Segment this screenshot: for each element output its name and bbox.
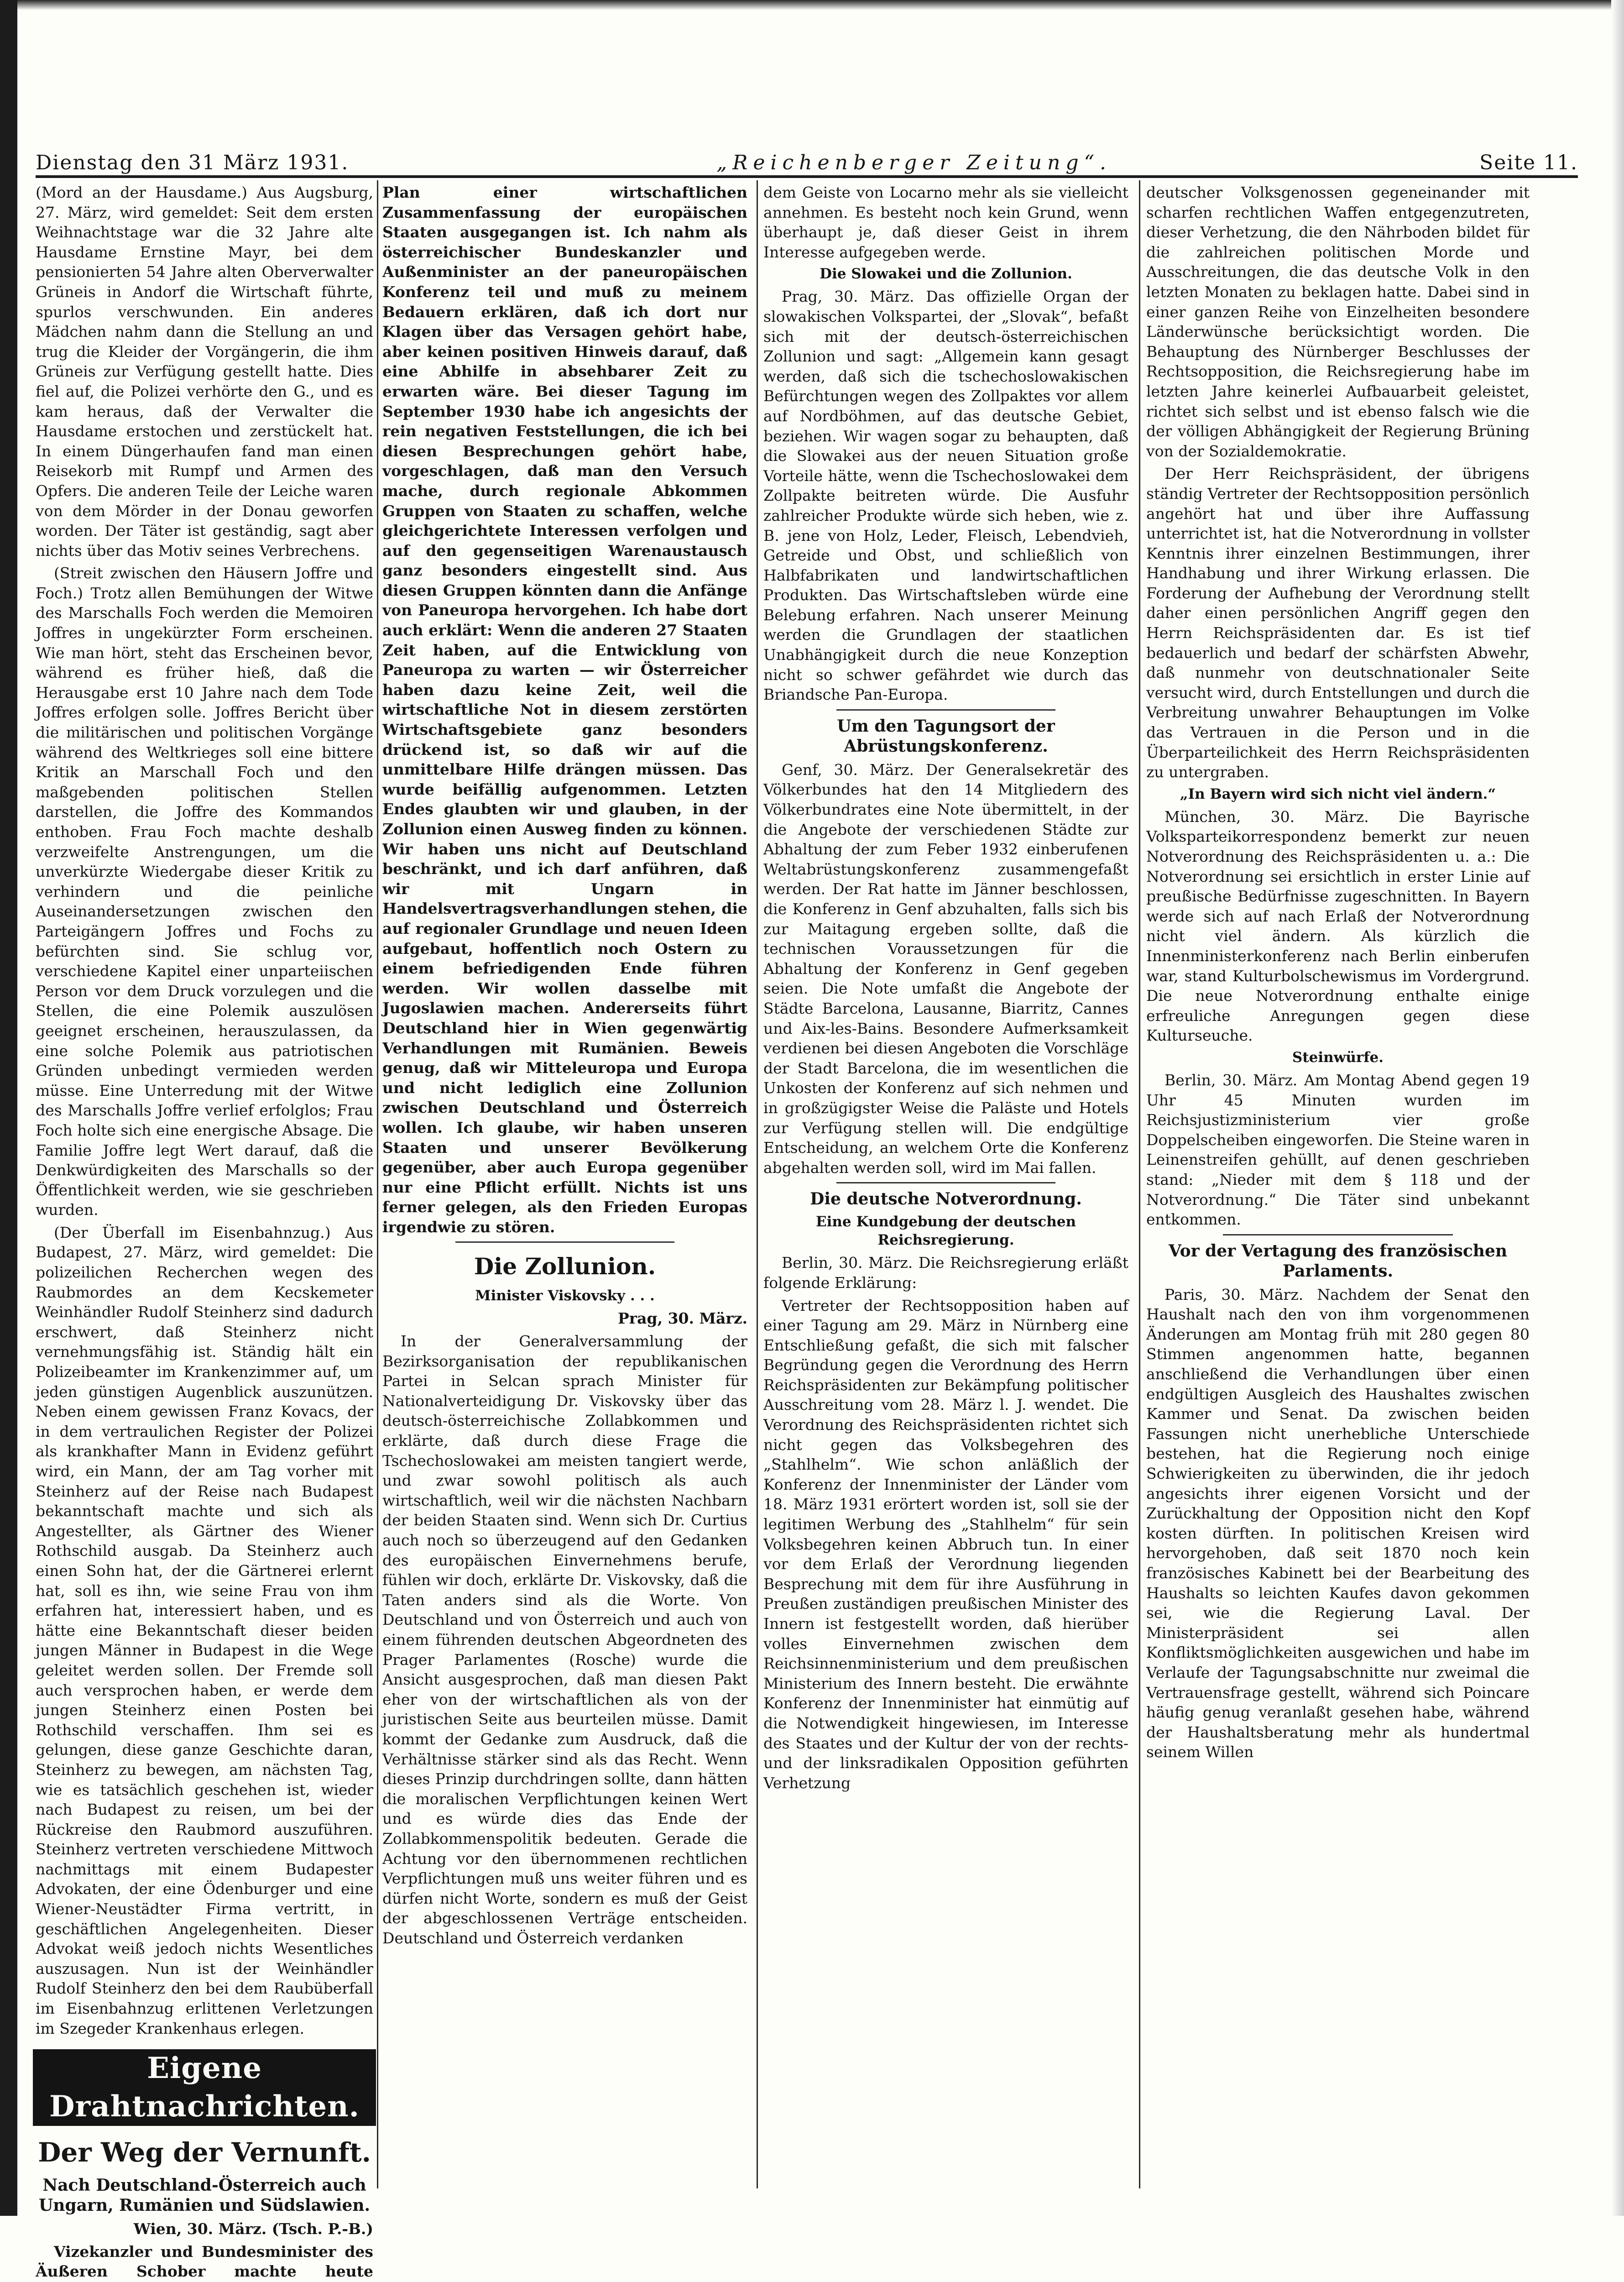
separator	[836, 1182, 1055, 1183]
article-joffre-foch: (Streit zwischen den Häusern Joffre und Foch.) Trotz allen Bemühungen der Witwe des Marschalls Foch werden die Memoiren Joffres in ungekürzter Form erscheinen. Wie man hört, steht das Erscheinen bevor, während es früher hieß, daß die Herausgabe erst 10 Jahre nach dem Tode Joffres erfolgen solle. Joffres Bericht über die militärischen und politischen Vorgänge während des Weltkrieges soll eine bittere Kritik an Marschall Foch und den maßgebenden politischen Stellen darstellen, die Joffre des Kommandos enthoben. Frau Foch machte deshalb verzweifelte Anstrengungen, um die unverkürzte Wiedergabe dieser Kritik zu verhindern und die peinliche Auseinandersetzungen zwischen den Parteigängern Joffres und Fochs zu befürchten sind. Sie schlug vor, verschiedene Kapitel einer unparteiischen Person vor dem Druck vorzulegen und die Stellen, die eine Polemik auszulösen geeignet erscheinen, herauszulassen, da eine solche Polemik aus patriotischen Gründen unbedingt vermieden werden müsse. Eine Unterredung mit der Witwe des Marschalls Joffre verlief erfolglos; Frau Foch holte sich eine energische Absage. Die Familie Joffre legt Wert darauf, daß die Denkwürdigkeiten des Marschalls so der Öffentlichkeit werden, wie sie geschrieben wurden.	[36, 564, 373, 1219]
article-notverordnung-intro: Berlin, 30. März. Die Reichsregierung erläßt folgende Erklärung:	[763, 1254, 1128, 1292]
article-schober-continued: Plan einer wirtschaftlichen Zusammenfassung der europäischen Staaten ausgegangen ist. Ich nahm als österreichischer Bundeskanzler und Außenminister an der paneuropäischen Konferenz teil und muß zu meinem Bedauern erklären, daß ich dort nur Klagen über das Versagen gehört habe, aber keinen positiven Hinweis darauf, daß eine Abhilfe in absehbarer Zeit zu erwarten wäre. Bei dieser Tagung im September 1930 habe ich angesichts der rein negativen Feststellungen, die ich bei diesen Besprechungen gehört habe, vorgeschlagen, daß man den Versuch mache, durch regionale Abkommen Gruppen von Staaten zu schaffen, welche gleichgerichtete Interessen verfolgen und auf den gegenseitigen Warenaustausch ganz besonders eingestellt sind. Aus diesen Gruppen könnten dann die Anfänge von Paneuropa hervorgehen. Ich habe dort auch erklärt: Wenn die anderen 27 Staaten Zeit haben, auf die Entwicklung von Paneuropa zu warten — wir Österreicher haben dazu keine Zeit, weil die wirtschaftliche Not in diesem zerstörten Wirtschaftsgebiete ganz besonders drückend ist, so daß wir auf die unmittelbare Hilfe drängen müssen. Das wurde beifällig aufgenommen. Letzten Endes glaubten wir und glauben, in der Zollunion einen Ausweg finden zu können. Wir haben uns nicht auf Deutschland beschränkt, und ich darf anführen, daß wir mit Ungarn in Handelsvertragsverhandlungen stehen, die auf regionaler Grundlage und neuen Ideen aufgebaut, hoffentlich noch Ostern zu einem befriedigenden Ende führen werden. Wir wollen dasselbe mit Jugoslawien machen. Andererseits führt Deutschland hier in Wien gegenwärtig Verhandlungen mit Rumänien. Beweis genug, daß wir Mitteleuropa und Europa und nicht lediglich eine Zollunion zwischen Deutschland und Österreich wollen. Ich glaube, wir haben unseren Staaten und unserer Bevölkerung gegenüber, aber auch Europa gegenüber nur eine Pflicht erfüllt. Nichts ist uns ferner gelegen, als den Frieden Europas irgendwie zu stören.	[382, 183, 747, 1236]
dateline-wien: Wien, 30. März. (Tsch. P.-B.)	[133, 2220, 373, 2238]
article-slowakei: Prag, 30. März. Das offizielle Organ der slowakischen Volkspartei, der „Slovak“, befaßt sich mit der deutsch-österreichischen Zollunion und sagt: „Allgemein kann gesagt werden, daß sich die tschechoslowakischen Befürchtungen wegen des Zollpaktes vor allem auf Nordböhmen, auf das deutsche Gebiet, beziehen. Wir wagen sogar zu behaupten, daß die Slowakei aus der neuen Situation große Vorteile hätte, wenn die Tschechoslowakei dem Zollpakte beitreten würde. Die Ausfuhr zahlreicher Produkte würde sich heben, wie z. B. jene von Holz, Leder, Fleisch, Lebendvieh, Getreide und Obst, und schließlich von Halbfabrikaten und landwirtschaftlichen Produkten. Das Wirtschaftsleben würde eine Belebung erfahren. Nach unserer Meinung werden die Grundlagen der staatlichen Unabhängigkeit durch die neue Konzeption nicht so schwer gefährdet wie durch das Briandsche Pan-Europa.	[763, 288, 1128, 704]
headline-vertagung: Vor der Vertagung des französischen Parlaments.	[1168, 1241, 1508, 1281]
column-divider	[757, 180, 758, 2188]
headline-slowakei-zollunion: Die Slowakei und die Zollunion.	[820, 266, 1072, 283]
header-page-number: Seite 11.	[1479, 151, 1578, 174]
separator	[1223, 1234, 1453, 1235]
article-locarno-continued: dem Geiste von Locarno mehr als sie vielleicht annehmen. Es besteht noch kein Grund, wenn überhaupt je, daß dieser Geist in ihrem Interesse aufgegeben werde.	[763, 183, 1128, 261]
article-tagungsort: Genf, 30. März. Der Generalsekretär des Völkerbundes hat den 14 Mitgliedern des Völkerbundrates eine Note übermittelt, in der die Angebote der verschiedenen Städte zur Abhaltung der zum Feber 1932 einberufenen Weltabrüstungskonferenz zusammengefaßt werden. Der Rat hatte im Jänner beschlossen, die Konferenz in Genf abzuhalten, falls sich bis zur Maitagung ergeben sollte, daß die technischen Voraussetzungen für die Abhaltung der Konferenz in Genf gegeben seien. Die Note umfaßt die Angebote der Städte Barcelona, Lausanne, Biarritz, Cannes und Aix-les-Bains. Besondere Aufmerksamkeit verdienen bei diesen Angeboten die Vorschläge der Stadt Barcelona, die im wesentlichen die Unkosten der Konferenz auf sich nehmen und in großzügigster Weise die Paläste und Hotels zur Verfügung stellen will. Die endgültige Entscheidung, an welchem Orte die Konferenz abgehalten werden soll, wird im Mai fallen.	[763, 760, 1128, 1177]
column-divider	[1139, 180, 1140, 2188]
column-2	[382, 183, 747, 2191]
article-notverordnung-continued: deutscher Volksgenossen gegeneinander mit scharfen rechtlichen Waffen entgegenzutreten, dieser Verhetzung, die den Nährboden bildet für die zahlreichen politischen Morde und Ausschreitungen, die das deutsche Volk in den letzten Monaten zu beklagen hatte. Dabei sind in einer ganzen Reihe von Einzelheiten besondere Länderwünsche berücksichtigt worden. Die Behauptung des Nürnberger Beschlusses der Rechtsopposition, die Reichsregierung habe im letzten Jahre keinerlei Aufbauarbeit geleistet, richtet sich selbst und ist ebenso falsch wie die der völligen Abhängigkeit der Regierung Brüning von der Sozialdemokratie.	[1146, 183, 1530, 460]
headline-weg-der-vernunft: Der Weg der Vernunft.	[38, 2137, 371, 2168]
headline-tagungsort: Um den Tagungsort der Abrüstungskonferenz.	[837, 716, 1055, 756]
article-viskovsky: In der Generalversammlung der Bezirksorganisation der republikanischen Partei in Selcan sprach Minister für Nationalverteidigung Dr. Viskovsky über das deutsch-österreichische Zollabkommen und erklärte, daß durch diese Frage die Tschechoslowakei am meisten tangiert werde, und zwar sowohl politisch als auch wirtschaftlich, weil wir die nächsten Nachbarn der beiden Staaten sind. Wenn sich Dr. Curtius auch noch so überzeugend auf den Gedanken des europäischen Einvernehmens berufe, fühlen wir doch, erklärte Dr. Viskovsky, daß die Taten anders sind als die Worte. Von Deutschland und von Österreich und auch von einem führenden deutschen Abgeordneten des Prager Parlamentes (Rosche) wurde die Ansicht ausgesprochen, daß man diesen Pakt eher von der wirtschaftlichen als von der juristischen Seite aus beurteilen müsse. Damit kommt der Gedanke zum Ausdruck, daß die Verhältnisse stärker sind als das Recht. Wenn dieses Prinzip durchdringen sollte, dann hätten die moralischen Verpflichtungen keinen Wert und es würde dies das Ende der Zollabkommenspolitik bedeuten. Gerade die Achtung vor den übernommenen rechtlichen Verpflichtungen muß uns weiter führen und es dürfen nicht Worte, sondern es muß der Geist der abgeschlossenen Verträge entscheiden. Deutschland und Österreich verdanken	[382, 1332, 747, 1947]
article-reichspraesident: Der Herr Reichspräsident, der übrigens ständig Vertreter der Rechtsopposition persönlich angehört hat und über ihre Auffassung unterrichtet ist, hat die Notverordnung in vollster Kenntnis ihrer einzelnen Bestimmungen, ihrer Handhabung und ihrer Wirkung erlassen. Die Forderung der Aufhebung der Verordnung stellt daher einen persönlichen Angriff gegen den Herrn Reichspräsidenten dar. Es ist tief bedauerlich und bedarf der schärfsten Abwehr, daß nunmehr von deutschnationaler Seite versucht wird, durch Entstellungen und durch die Verbreitung unwahrer Behauptungen im Volke das Vertrauen in die Person und in die Überparteilichkeit des Herrn Reichspräsidenten zu untergraben.	[1146, 465, 1530, 781]
subheadline-kundgebung: Eine Kundgebung der deutschen Reichsregierung.	[815, 1214, 1076, 1249]
separator	[836, 709, 1055, 711]
headline-bayern: „In Bayern wird sich nicht viel ändern.“	[1180, 785, 1496, 802]
separator	[455, 1241, 674, 1243]
column-1	[36, 183, 373, 2281]
page-header	[36, 138, 1578, 174]
headline-steinwuerfe: Steinwürfe.	[1292, 1049, 1384, 1066]
article-vertagung: Paris, 30. März. Nachdem der Senat den Haushalt nach den von ihm vorgenommenen Änderungen am Montag früh mit 280 gegen 80 Stimmen angenommen hatte, begannen anschließend die Verhandlungen über einen endgültigen Ausgleich des Haushaltes zwischen Kammer und Senat. Da zwischen beiden Fassungen nicht unerhebliche Unterschiede bestehen, hat die Regierung noch einige Schwierigkeiten zu überwinden, die ihr jedoch angesichts ihrer eigenen Vorsicht und der Zurückhaltung der Opposition nicht den Kopf kosten dürften. In politischen Kreisen wird hervorgehoben, daß seit 1870 noch kein französisches Kabinett bei der Bearbeitung des Haushalts so leichten Kaufes davon gekommen sei, wie die Regierung Laval. Der Ministerpräsident sei allen Konfliktsmöglichkeiten ausgewichen und habe im Verlaufe der Tagungsabschnitte nur zweimal die Vertrauensfrage gestellt, während sich Poincare häufig genug veranlaßt gesehen habe, während der Haushaltsberatung mehr als hundertmal seinem Willen	[1146, 1285, 1530, 1761]
header-title: „Reichenberger Zeitung“.	[716, 151, 1112, 174]
article-mord-hausdame: (Mord an der Hausdame.) Aus Augsburg, 27. März, wird gemeldet: Seit dem ersten Weihnachtstage war die 32 Jahre alte Hausdame Ernstine Mayr, bei dem pensionierten 54 Jahre alten Oberverwalter Grüneis in Andorf die Wirtschaft führte, spurlos verschwunden. Ein anderes Mädchen nahm dann die Stellung an und trug die Kleider der Vorgängerin, die ihm Grüneis zur Verfügung gestellt hatte. Dies fiel auf, die Polizei verhörte den G., und es kam heraus, daß der Verwalter die Hausdame erstochen und zerstückelt hat. In einem Düngerhaufen fand man einen Reisekorb mit Rumpf und Armen des Opfers. Die anderen Teile der Leiche waren von dem Mörder in der Donau geworfen worden. Der Täter ist geständig, sagt aber nichts über das Motiv seines Verbrechens.	[36, 183, 373, 560]
headline-notverordnung: Die deutsche Notverordnung.	[810, 1189, 1082, 1209]
article-notverordnung: Vertreter der Rechtsopposition haben auf einer Tagung am 29. März in Nürnberg eine Entschließung gefaßt, die sich mit falscher Begründung gegen die Verordnung des Herrn Reichspräsidenten zur Bekämpfung politischer Ausschreitung vom 28. März l. J. wendet. Die Verordnung des Reichspräsidenten richtet sich nicht gegen das Volksbegehren des „Stahlhelm“. Wie schon anläßlich der Konferenz der Innenminister der Länder vom 18. März 1931 erörtert worden ist, soll sie der legitimen Werbung des „Stahlhelm“ für sein Volksbegehren keinen Abbruch tun. In einer vor dem Erlaß der Verordnung liegenden Besprechung mit dem für ihre Ausführung in Preußen zuständigen preußischen Minister des Innern ist festgestellt worden, daß hierüber volles Einvernehmen zwischen dem Reichsinnenministerium und dem preußischen Ministerium des Innern besteht. Die erwähnte Konferenz der Innenminister hat einmütig auf die Notwendigkeit hingewiesen, im Interesse des Staates und der Kultur der von der rechts- und der linksradikalen Opposition geführten Verhetzung	[763, 1296, 1128, 1792]
dateline-prag: Prag, 30. März.	[617, 1309, 747, 1328]
article-bayern: München, 30. März. Die Bayrische Volksparteikorrespondenz bemerkt zur neuen Notverordnung des Reichspräsidenten u. a.: Die Notverordnung sei ersichtlich in erster Linie auf preußische Bedürfnisse zugeschnitten. In Bayern werde sich auf nach Erlaß der Notverordnung nicht viel ändern. Als kürzlich die Innenministerkonferenz nach Berlin einberufen war, stand Kulturbolschewismus im Vordergrund. Die neue Notverordnung enthalte einige erfreuliche Anregungen gegen diese Kulturseuche.	[1146, 807, 1530, 1045]
column-3	[763, 183, 1128, 2191]
article-steinwuerfe: Berlin, 30. März. Am Montag Abend gegen 19 Uhr 45 Minuten wurden im Reichsjustizministerium vier große Doppelscheiben eingeworfen. Die Steine waren in Leinenstreifen gehüllt, auf denen geschrieben stand: „Nieder mit dem § 118 und der Notverordnung.“ Die Täter sind unbekannt entkommen.	[1146, 1071, 1530, 1229]
headline-zollunion: Die Zollunion.	[474, 1253, 656, 1280]
column-divider	[377, 180, 378, 2188]
page-edge-top	[0, 0, 1624, 10]
subheadline-nach-deutschland: Nach Deutschland-Österreich auch Ungarn, Rumänien und Südslawien.	[38, 2176, 371, 2215]
section-banner: Eigene Drahtnachrichten.	[33, 2049, 376, 2126]
column-4	[1146, 183, 1530, 2191]
page-edge-right	[1611, 0, 1624, 2216]
page-edge-left	[0, 0, 17, 2216]
header-rule	[36, 175, 1578, 178]
article-eisenbahnzug: (Der Überfall im Eisenbahnzug.) Aus Budapest, 27. März, wird gemeldet: Die polizeilichen Recherchen wegen des Raubmordes an dem Kecskemeter Weinhändler Rudolf Steinherz sind dadurch erschwert, daß Steinherz nicht vernehmungsfähig ist. Ständig hält ein Polizeibeamter im Krankenzimmer auf, um jeden günstigen Augenblick auszunützen. Neben einem gewissen Franz Kovacs, der in dem vertraulichen Register der Polizei als krankhafter Mann in Evidenz geführt wird, ein Mann, der am Tag vorher mit Steinherz auf der Reise nach Budapest bekanntschaft machte und sich als Angestellter, als Gärtner des Wiener Rothschild ausgab. Da Steinherz auch einen Sohn hat, der die Gärtnerei erlernt hat, soll es ihn, wie seine Frau von ihm erfahren hat, interessiert haben, und es hätte eine Bekanntschaft dieser beiden jungen Männer in Budapest in die Wege geleitet werden sollen. Der Fremde soll auch versprochen haben, er werde dem jungen Steinherz einen Posten bei Rothschild verschaffen. Ihm sei es gelungen, diese ganze Geschichte daran, Steinherz zu bewegen, am nächsten Tag, wie es tatsächlich geschehen ist, wieder nach Budapest zu reisen, um bei der Rückreise den Raubmord auszuführen. Steinherz vertreten verschiedene Mittwoch nachmittags mit einem Budapester Advokaten, der eine Ödenburger und eine Wiener-Neustädter Firma vertritt, in geschäftlichen Angelegenheiten. Dieser Advokat weiß jedoch nichts Wesentliches auszusagen. Nun ist der Weinhändler Rudolf Steinherz den bei dem Raubüberfall im Eisenbahnzug erlittenen Verletzungen im Szegeder Krankenhaus erlegen.	[36, 1223, 373, 2037]
header-date: Dienstag den 31 März 1931.	[36, 151, 349, 174]
article-schober-intro: Vizekanzler und Bundesminister des Äußeren Schober machte heute	[36, 2242, 373, 2281]
subheadline-viskovsky: Minister Viskovsky . . .	[475, 1288, 655, 1304]
